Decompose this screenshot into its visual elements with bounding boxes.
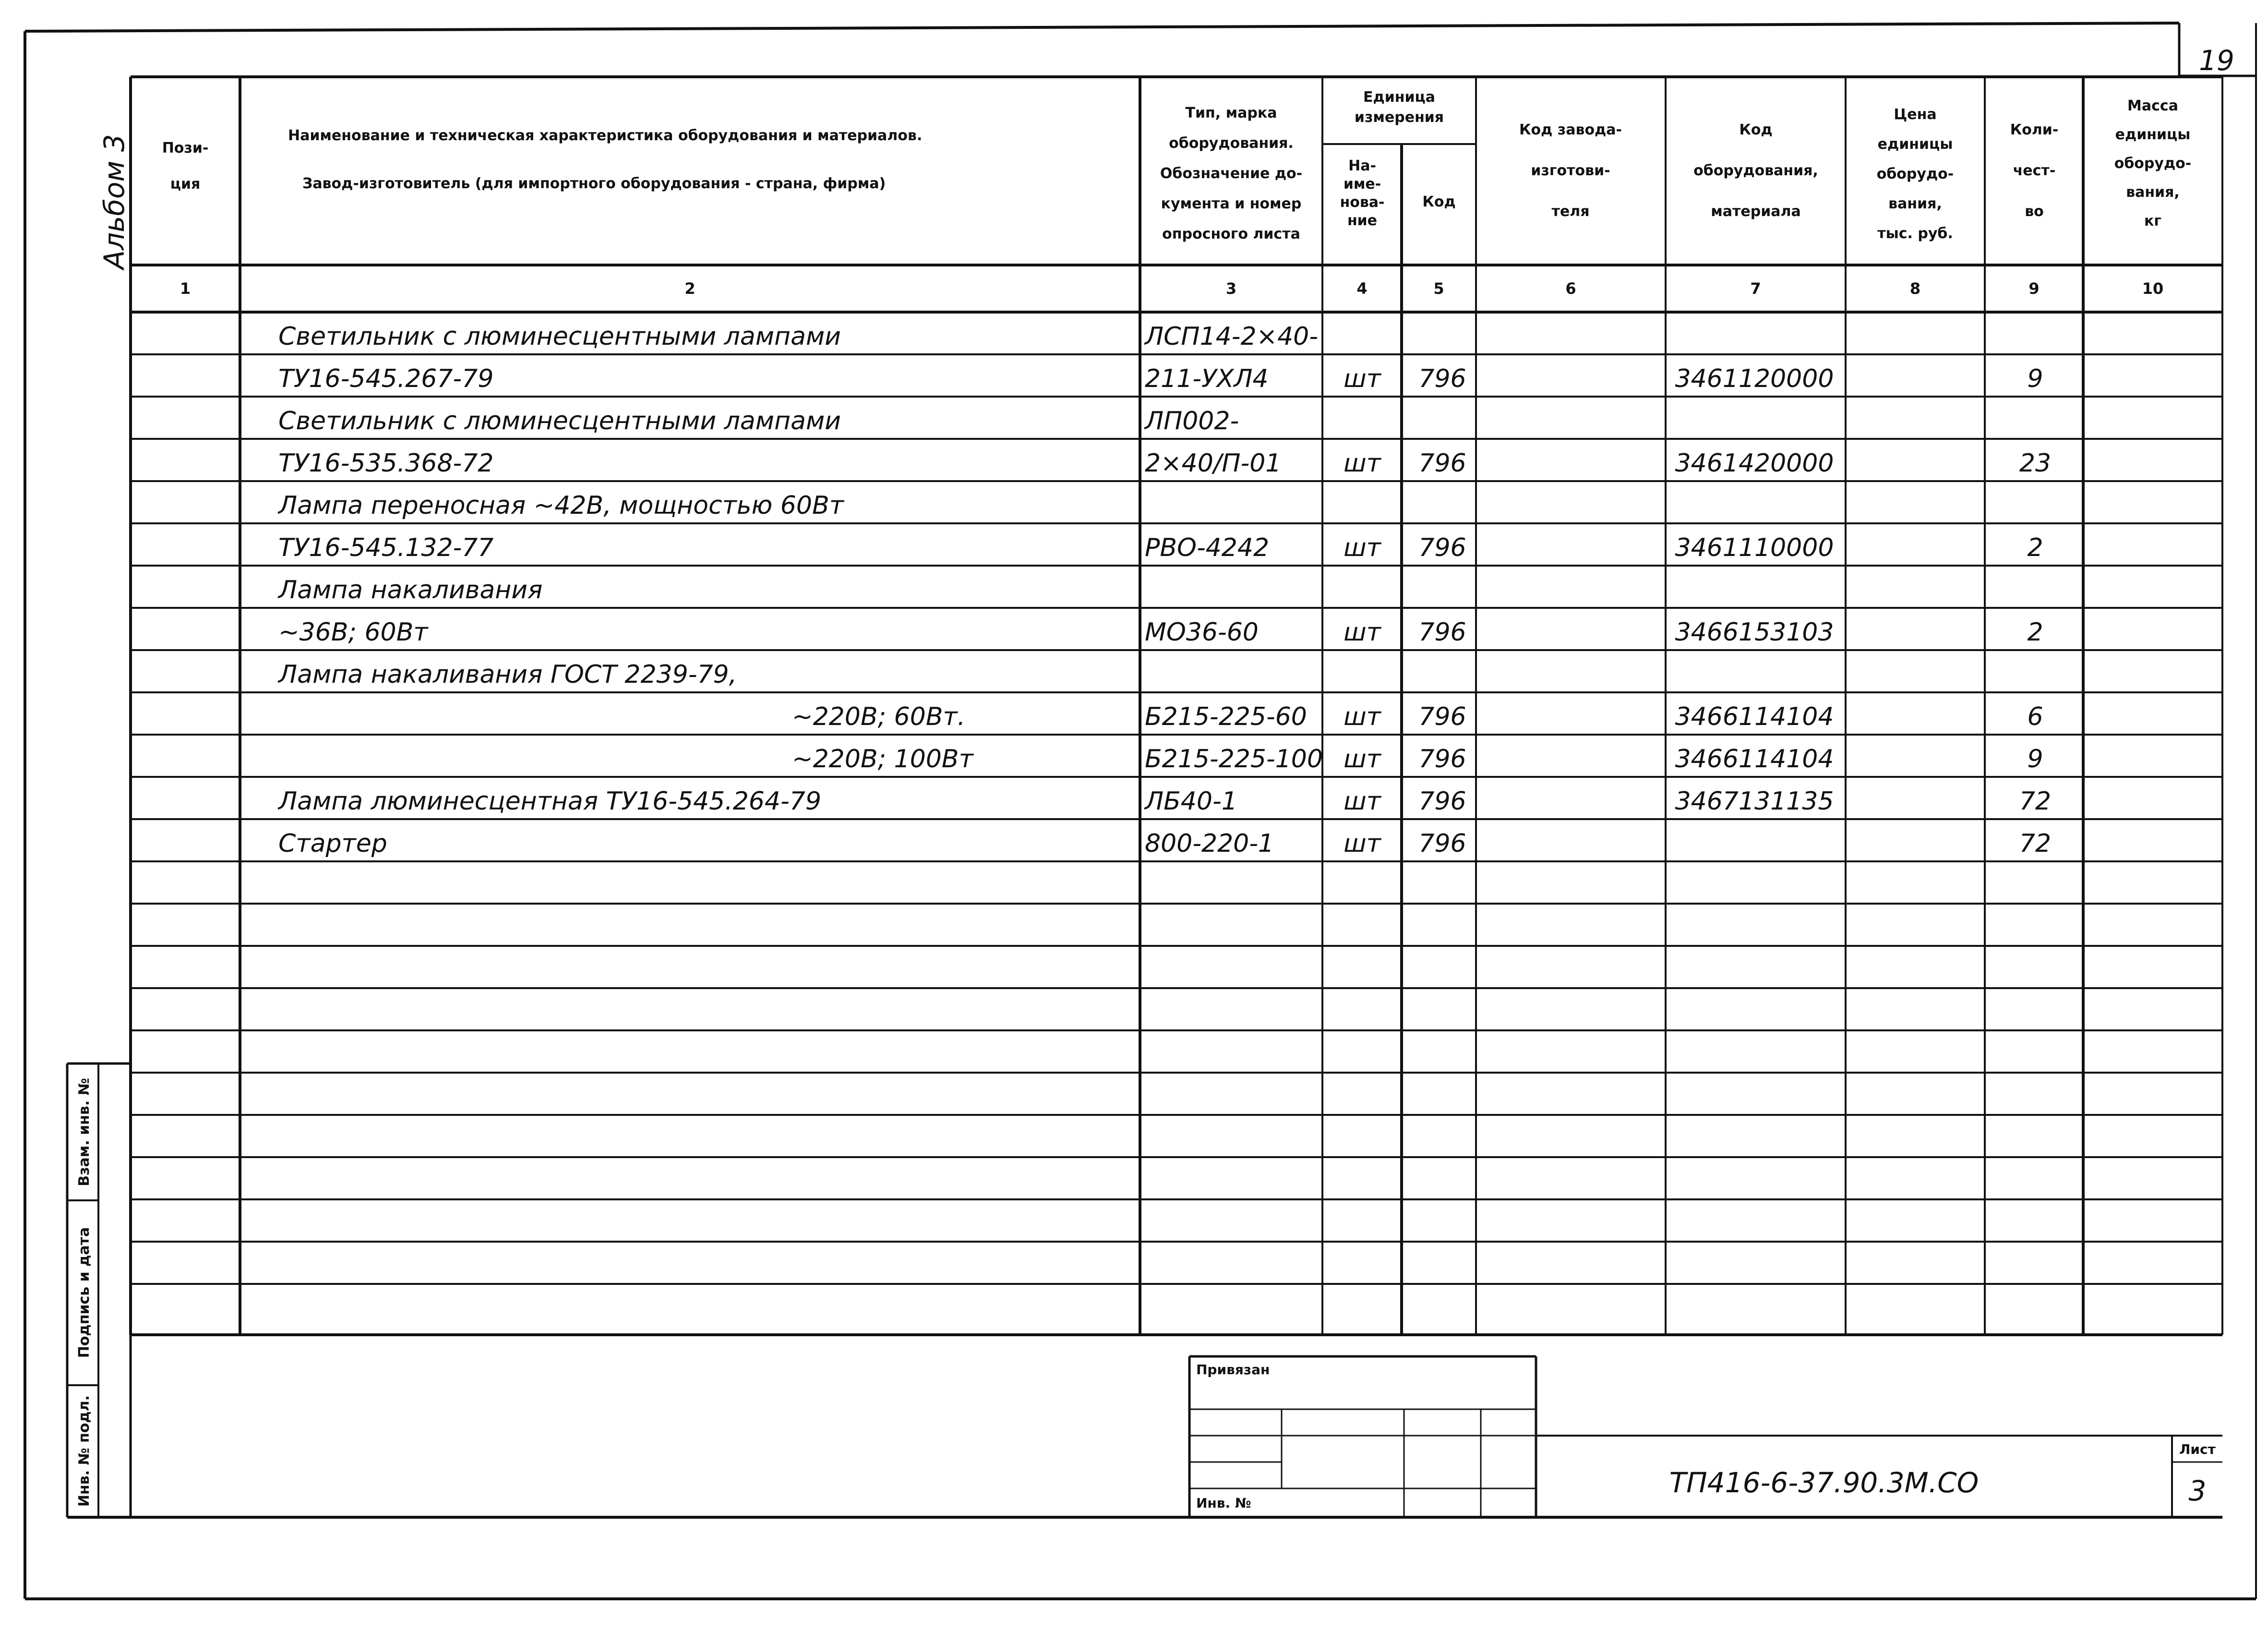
header-c8-line: Цена <box>1894 106 1937 123</box>
side-stamp-podpis-data: Подпись и дата <box>76 1227 93 1358</box>
cell-quantity: 9 <box>2027 364 2043 393</box>
stamp-inv-no: Инв. № <box>1196 1495 1251 1511</box>
sheet-corner-number: 19 <box>2199 44 2234 77</box>
header-type <box>1160 105 1302 242</box>
table-row <box>278 829 2051 858</box>
header-unit-name <box>1340 157 1384 229</box>
header-quantity <box>2010 121 2059 220</box>
cell-type: 800-220-1 <box>1145 829 1274 858</box>
table-row <box>278 322 1318 351</box>
cell-type: ЛСП14-2×40- <box>1145 322 1319 351</box>
cell-material-code: 3461110000 <box>1675 533 1834 562</box>
header-unit-group <box>1355 89 1444 126</box>
cell-name: Лампа переносная ~42В, мощностью 60Вт <box>278 491 844 520</box>
header-c9-line: Коли- <box>2010 121 2059 138</box>
header-c10-line: кг <box>2144 213 2162 230</box>
cell-name: Стартер <box>278 829 387 858</box>
header-unit-code <box>1422 193 1455 210</box>
column-number: 10 <box>2142 279 2164 298</box>
cell-type: ЛП002- <box>1145 407 1239 435</box>
cell-name: Лампа накаливания ГОСТ 2239-79, <box>278 660 737 689</box>
cell-name: Лампа накаливания <box>278 576 543 604</box>
cell-quantity: 6 <box>2027 702 2043 731</box>
header-material-code <box>1693 121 1818 220</box>
header-c45_group-line: измерения <box>1354 109 1444 126</box>
cell-unit-code: 796 <box>1418 618 1466 647</box>
cell-unit: шт <box>1344 829 1381 858</box>
header-c3-line: Обозначение до- <box>1160 165 1303 182</box>
cell-material-code: 3466153103 <box>1675 618 1834 647</box>
table-header <box>162 89 2192 242</box>
cell-quantity: 72 <box>2019 787 2052 816</box>
header-c1-line: Пози- <box>162 140 209 157</box>
header-c10-line: оборудо- <box>2114 155 2192 172</box>
list-number: 3 <box>2188 1475 2207 1507</box>
header-c2-line: Завод-изготовитель (для импортного оборудования - страна, фирма) <box>302 175 886 192</box>
header-c8-line: вания, <box>1888 195 1942 212</box>
header-c7-line: Код <box>1739 121 1773 138</box>
cell-material-code: 3466114104 <box>1675 745 1834 774</box>
cell-name: ~220В; 60Вт. <box>792 702 966 731</box>
header-c5-line: Код <box>1422 193 1456 210</box>
cell-name: ~36В; 60Вт <box>278 618 428 647</box>
cell-quantity: 9 <box>2027 745 2043 774</box>
cell-quantity: 2 <box>2027 618 2043 647</box>
cell-material-code: 3467131135 <box>1675 787 1834 816</box>
header-c4-line: На- <box>1348 157 1376 174</box>
side-stamp-inv-podl: Инв. № подл. <box>76 1395 93 1507</box>
header-c6-line: Код завода- <box>1519 121 1622 138</box>
table-row <box>792 702 2043 731</box>
document-code: ТП416-6-37.90.3М.СО <box>1669 1466 1979 1499</box>
cell-type: 2×40/П-01 <box>1145 449 1282 478</box>
album-label: Альбом 3 <box>98 134 131 269</box>
cell-quantity: 72 <box>2019 829 2052 858</box>
header-name <box>288 127 922 192</box>
cell-type: Б215-225-60 <box>1145 702 1307 731</box>
column-number: 5 <box>1433 279 1444 298</box>
header-c7-line: материала <box>1711 203 1801 220</box>
table-row <box>277 576 542 604</box>
table-row <box>278 449 2051 478</box>
cell-unit-code: 796 <box>1418 449 1466 478</box>
cell-type: Б215-225-100 <box>1145 745 1323 774</box>
cell-unit: шт <box>1344 702 1381 731</box>
column-number: 1 <box>180 279 191 298</box>
cell-unit-code: 796 <box>1418 829 1466 858</box>
header-c9-line: чест- <box>2013 162 2056 179</box>
column-number-row <box>180 279 2163 298</box>
table-row <box>277 787 2051 816</box>
side-stamp <box>67 1064 2222 1517</box>
table-row <box>792 745 2043 774</box>
header-c4-line: нова- <box>1340 194 1385 211</box>
column-number: 8 <box>1909 279 1921 298</box>
header-c9-line: во <box>2025 203 2044 220</box>
header-plant-code <box>1519 121 1622 220</box>
cell-unit-code: 796 <box>1418 364 1466 393</box>
header-c7-line: оборудования, <box>1693 162 1818 179</box>
stamp-privyazan: Привязан <box>1196 1362 1270 1378</box>
header-price <box>1877 106 1954 242</box>
cell-unit-code: 796 <box>1418 533 1466 562</box>
table-row <box>278 533 2043 562</box>
cell-unit: шт <box>1344 745 1381 774</box>
header-c6-line: теля <box>1551 203 1590 220</box>
header-c4-line: ние <box>1347 212 1378 229</box>
header-c6-line: изготови- <box>1531 162 1610 179</box>
header-position <box>162 140 209 193</box>
header-c8-line: тыс. руб. <box>1877 225 1953 242</box>
header-c3-line: Тип, марка <box>1185 105 1277 121</box>
cell-unit: шт <box>1344 787 1381 816</box>
cell-quantity: 2 <box>2027 533 2043 562</box>
corner-number-box <box>2179 23 2256 77</box>
cell-quantity: 23 <box>2019 449 2052 478</box>
cell-name: ТУ16-535.368-72 <box>278 449 494 478</box>
cell-name: Светильник с люминесцентными лампами <box>278 322 841 351</box>
column-number: 2 <box>684 279 696 298</box>
header-c3-line: опросного листа <box>1162 226 1300 242</box>
header-c8-line: оборудо- <box>1876 166 1954 182</box>
header-c8-line: единицы <box>1877 136 1953 153</box>
table-row <box>278 364 2043 393</box>
cell-name: Лампа люминесцентная ТУ16-545.264-79 <box>278 787 821 816</box>
table-row <box>278 618 2043 647</box>
cell-name: ТУ16-545.132-77 <box>278 533 494 562</box>
cell-material-code: 3461420000 <box>1675 449 1834 478</box>
header-c10-line: вания, <box>2126 184 2180 201</box>
cell-type: МО36-60 <box>1145 618 1259 647</box>
header-c3-line: оборудования. <box>1169 135 1294 152</box>
column-number: 9 <box>2028 279 2040 298</box>
cell-unit: шт <box>1344 364 1381 393</box>
cell-material-code: 3461120000 <box>1675 364 1834 393</box>
header-c10-line: Масса <box>2127 97 2178 114</box>
header-c1-line: ция <box>170 176 201 193</box>
column-number: 6 <box>1565 279 1576 298</box>
header-mass <box>2114 97 2192 230</box>
cell-unit: шт <box>1344 533 1381 562</box>
list-label: Лист <box>2179 1441 2216 1457</box>
header-c2-line: Наименование и техническая характеристика оборудования и материалов. <box>288 127 923 144</box>
column-number: 7 <box>1750 279 1761 298</box>
header-c45_group-line: Единица <box>1363 89 1435 106</box>
table-row <box>277 660 737 689</box>
column-number: 3 <box>1225 279 1237 298</box>
header-c10-line: единицы <box>2115 126 2191 143</box>
table-row <box>277 491 845 520</box>
cell-name: Светильник с люминесцентными лампами <box>278 407 841 435</box>
side-stamp-vzam-inv: Взам. инв. № <box>76 1078 93 1186</box>
cell-unit-code: 796 <box>1418 745 1466 774</box>
cell-unit: шт <box>1344 618 1381 647</box>
cell-unit-code: 796 <box>1418 702 1466 731</box>
cell-name: ТУ16-545.267-79 <box>278 364 494 393</box>
column-number: 4 <box>1356 279 1368 298</box>
cell-type: 211-УХЛ4 <box>1145 364 1269 393</box>
cell-unit-code: 796 <box>1418 787 1466 816</box>
cell-type: ЛБ40-1 <box>1145 787 1237 816</box>
cell-type: РВО-4242 <box>1145 533 1270 562</box>
cell-name: ~220В; 100Вт <box>792 745 973 774</box>
header-c4-line: име- <box>1343 176 1381 193</box>
table-row <box>278 407 1239 435</box>
cell-unit: шт <box>1344 449 1381 478</box>
cell-material-code: 3466114104 <box>1675 702 1834 731</box>
header-c3-line: кумента и номер <box>1161 195 1302 212</box>
